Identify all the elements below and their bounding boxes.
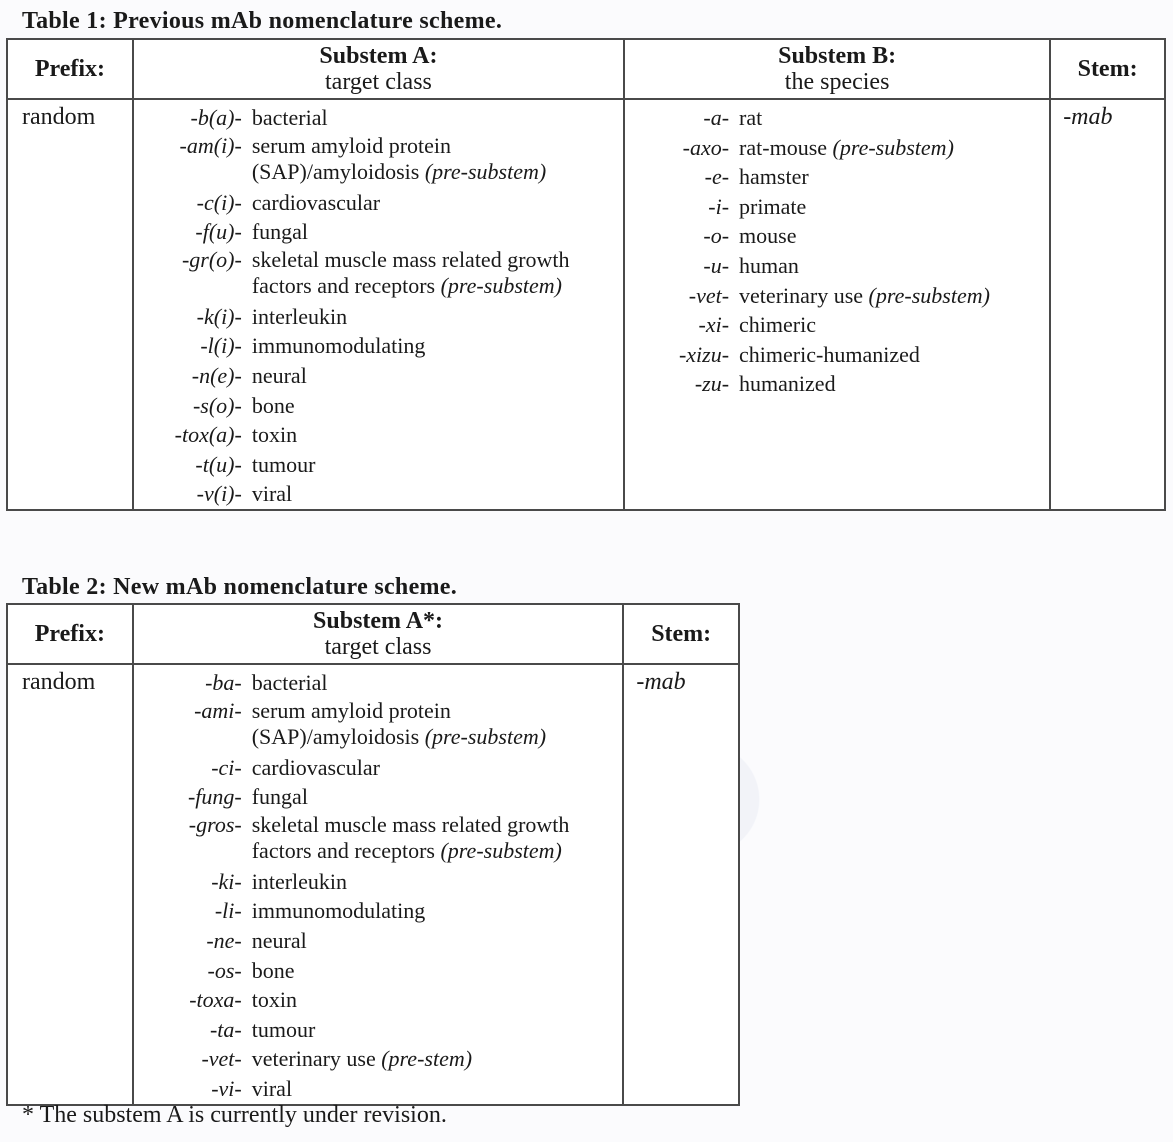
pre-substem-note: (pre-substem) bbox=[424, 158, 547, 184]
substem-description bbox=[252, 133, 623, 185]
substem-description bbox=[252, 331, 623, 361]
list-item bbox=[625, 369, 1049, 399]
substem-a-list bbox=[134, 665, 623, 1104]
list-item bbox=[134, 812, 623, 864]
substem-description bbox=[252, 782, 623, 812]
substem-description bbox=[739, 103, 1049, 133]
list-item bbox=[134, 782, 623, 812]
description-text: rat bbox=[739, 105, 763, 130]
list-item bbox=[625, 340, 1049, 370]
substem-description bbox=[252, 420, 623, 450]
table2-stem-header: Stem: bbox=[623, 604, 739, 664]
list-item bbox=[134, 926, 623, 956]
substem-description bbox=[739, 251, 1049, 281]
substem-code: -u- bbox=[703, 252, 730, 278]
substem-code: -toxa- bbox=[189, 987, 242, 1013]
table1-stem-value: -mab bbox=[1050, 99, 1165, 510]
list-item bbox=[134, 1044, 623, 1074]
substem-description bbox=[252, 391, 623, 421]
substem-code: -xi- bbox=[698, 312, 730, 338]
substem-code: -l(i)- bbox=[200, 333, 242, 359]
description-text: fungal bbox=[251, 219, 309, 245]
substem-description bbox=[252, 926, 623, 956]
table1-substem-a-list bbox=[133, 99, 624, 510]
table1-prefix-value: random bbox=[7, 99, 133, 510]
substem-description bbox=[739, 192, 1049, 222]
description-text: veterinary use bbox=[251, 1046, 376, 1072]
substem-description bbox=[252, 1015, 623, 1045]
list-item bbox=[134, 1015, 623, 1045]
substem-description bbox=[252, 302, 623, 332]
substem-code: -a- bbox=[703, 105, 730, 130]
substem-description bbox=[252, 479, 623, 509]
substem-description bbox=[252, 247, 623, 299]
substem-code: -e- bbox=[704, 164, 730, 190]
list-item bbox=[134, 217, 623, 247]
substem-code: -c(i)- bbox=[196, 189, 242, 215]
substem-code: -fung- bbox=[187, 784, 242, 810]
table2-substem-a-list bbox=[133, 664, 624, 1105]
list-item bbox=[134, 188, 623, 218]
pre-substem-note: (pre-substem) bbox=[424, 723, 547, 749]
substem-code: -zu- bbox=[694, 371, 730, 397]
list-item bbox=[625, 133, 1049, 163]
table1 bbox=[6, 38, 1166, 511]
substem-description bbox=[252, 956, 623, 986]
description-text: serum amyloid protein bbox=[251, 132, 452, 158]
list-item bbox=[625, 251, 1049, 281]
list-item bbox=[134, 668, 623, 698]
description-text: toxin bbox=[251, 422, 298, 448]
substem-description bbox=[739, 162, 1049, 192]
substem-description bbox=[252, 698, 623, 750]
list-item bbox=[134, 896, 623, 926]
table2-body-row bbox=[7, 664, 739, 1105]
description-text: viral bbox=[251, 1075, 293, 1101]
table2-prefix-value: random bbox=[7, 664, 133, 1105]
list-item bbox=[625, 192, 1049, 222]
description-text: skeletal muscle mass related growth bbox=[251, 246, 570, 272]
description-text: hamster bbox=[739, 164, 809, 190]
substem-description bbox=[252, 450, 623, 480]
substem-description bbox=[739, 221, 1049, 251]
substem-description bbox=[252, 103, 623, 133]
list-item bbox=[134, 331, 623, 361]
substem-description bbox=[252, 361, 623, 391]
list-item bbox=[625, 310, 1049, 340]
substem-description bbox=[252, 188, 623, 218]
pre-substem-note: (pre-stem) bbox=[381, 1046, 473, 1072]
description-text: human bbox=[739, 252, 799, 278]
table2-footnote: * The substem A is currently under revision. bbox=[22, 1102, 447, 1128]
description-text: skeletal muscle mass related growth bbox=[251, 811, 570, 837]
description-text: viral bbox=[251, 481, 293, 507]
substem-code: -os- bbox=[207, 957, 242, 983]
list-item bbox=[134, 420, 623, 450]
substem-description bbox=[739, 310, 1049, 340]
description-text: bone bbox=[251, 957, 295, 983]
pre-substem-note: (pre-substem) bbox=[832, 134, 954, 160]
table1-substem-b-list bbox=[624, 99, 1050, 510]
list-item bbox=[134, 698, 623, 750]
description-text: fungal bbox=[251, 784, 308, 810]
pre-substem-note: (pre-substem) bbox=[440, 837, 562, 863]
substem-code: -gr(o)- bbox=[181, 246, 242, 272]
table1-header-row bbox=[7, 39, 1165, 99]
description-text: neural bbox=[251, 362, 307, 388]
list-item bbox=[625, 281, 1049, 311]
substem-code: -ba- bbox=[205, 670, 242, 695]
description-text-line2: (SAP)/amyloidosis bbox=[251, 158, 420, 184]
substem-code: -gros- bbox=[188, 811, 242, 837]
substem-code: -b(a)- bbox=[190, 105, 242, 130]
list-item bbox=[134, 753, 623, 783]
substem-description bbox=[252, 753, 623, 783]
pre-substem-note: (pre-substem) bbox=[868, 282, 990, 308]
description-text-line2: (SAP)/amyloidosis bbox=[251, 723, 420, 749]
list-item bbox=[134, 247, 623, 299]
substem-code: -vi- bbox=[211, 1075, 242, 1101]
description-text: humanized bbox=[739, 371, 836, 397]
list-item bbox=[134, 1074, 623, 1104]
substem-code: -t(u)- bbox=[195, 451, 242, 477]
pre-substem-note: (pre-substem) bbox=[440, 272, 562, 298]
table1-substem-a-header: Substem A: target class bbox=[133, 39, 624, 99]
description-text: rat-mouse bbox=[739, 134, 828, 160]
description-text: tumour bbox=[251, 1016, 316, 1042]
list-item bbox=[134, 302, 623, 332]
description-text: tumour bbox=[251, 451, 316, 477]
list-item bbox=[134, 985, 623, 1015]
substem-code: -i- bbox=[708, 193, 730, 219]
description-text: immunomodulating bbox=[251, 898, 426, 924]
substem-code: -f(u)- bbox=[195, 219, 242, 245]
substem-code: -ki- bbox=[211, 868, 242, 894]
description-text: bacterial bbox=[251, 105, 328, 130]
substem-code: -s(o)- bbox=[192, 392, 242, 418]
list-item bbox=[134, 103, 623, 133]
substem-code: -n(e)- bbox=[191, 362, 242, 388]
table1-caption: Table 1: Previous mAb nomenclature scheme. bbox=[22, 8, 503, 34]
substem-description bbox=[739, 369, 1049, 399]
substem-code: -ta- bbox=[209, 1016, 242, 1042]
substem-description bbox=[252, 896, 623, 926]
table1-stem-header: Stem: bbox=[1050, 39, 1165, 99]
substem-description bbox=[252, 217, 623, 247]
substem-code: -ne- bbox=[206, 927, 242, 953]
description-text: chimeric bbox=[739, 312, 817, 338]
substem-description bbox=[252, 812, 623, 864]
description-text: mouse bbox=[739, 223, 797, 249]
substem-code: -axo- bbox=[682, 134, 730, 160]
substem-description bbox=[252, 867, 623, 897]
substem-a-list bbox=[134, 100, 623, 509]
description-text: interleukin bbox=[251, 303, 348, 329]
table2 bbox=[6, 603, 740, 1106]
substem-code: -li- bbox=[214, 898, 242, 924]
description-text: serum amyloid protein bbox=[251, 697, 451, 723]
description-text: toxin bbox=[251, 987, 297, 1013]
substem-description bbox=[739, 133, 1049, 163]
substem-b-list bbox=[625, 100, 1049, 399]
substem-description bbox=[252, 985, 623, 1015]
description-text: interleukin bbox=[251, 868, 348, 894]
table2-substem-a-header: Substem A*: target class bbox=[133, 604, 624, 664]
table1-substem-b-header: Substem B: the species bbox=[624, 39, 1050, 99]
substem-code: -ami- bbox=[194, 697, 242, 723]
substem-code: -o- bbox=[703, 223, 730, 249]
list-item bbox=[134, 956, 623, 986]
list-item bbox=[625, 221, 1049, 251]
table1-body-row bbox=[7, 99, 1165, 510]
list-item bbox=[134, 867, 623, 897]
description-text: primate bbox=[739, 193, 807, 219]
description-text: immunomodulating bbox=[251, 333, 426, 359]
substem-description bbox=[252, 1074, 623, 1104]
substem-description bbox=[252, 668, 623, 698]
substem-code: -v(i)- bbox=[196, 481, 242, 507]
table2-stem-value: -mab bbox=[623, 664, 739, 1105]
description-text: neural bbox=[251, 927, 307, 953]
substem-code: -xizu- bbox=[678, 341, 730, 367]
list-item bbox=[625, 162, 1049, 192]
description-text: bone bbox=[251, 392, 295, 418]
substem-description bbox=[739, 281, 1049, 311]
table1-prefix-header: Prefix: bbox=[7, 39, 133, 99]
substem-description bbox=[739, 340, 1049, 370]
substem-code: -am(i)- bbox=[179, 132, 242, 158]
description-text-line2: factors and receptors bbox=[251, 837, 435, 863]
list-item bbox=[134, 133, 623, 185]
description-text-line2: factors and receptors bbox=[251, 272, 436, 298]
substem-description bbox=[252, 1044, 623, 1074]
list-item bbox=[134, 450, 623, 480]
description-text: cardiovascular bbox=[251, 754, 380, 780]
substem-code: -k(i)- bbox=[196, 303, 242, 329]
list-item bbox=[134, 391, 623, 421]
description-text: veterinary use bbox=[739, 282, 864, 308]
description-text: chimeric-humanized bbox=[739, 341, 920, 367]
substem-code: -ci- bbox=[211, 754, 242, 780]
description-text: bacterial bbox=[251, 670, 328, 695]
substem-code: -vet- bbox=[201, 1046, 242, 1072]
list-item bbox=[134, 361, 623, 391]
table2-caption: Table 2: New mAb nomenclature scheme. bbox=[22, 574, 458, 600]
list-item bbox=[134, 479, 623, 509]
list-item bbox=[625, 103, 1049, 133]
table2-header-row bbox=[7, 604, 739, 664]
substem-code: -vet- bbox=[688, 282, 730, 308]
description-text: cardiovascular bbox=[251, 189, 381, 215]
table2-prefix-header: Prefix: bbox=[7, 604, 133, 664]
substem-code: -tox(a)- bbox=[174, 422, 242, 448]
